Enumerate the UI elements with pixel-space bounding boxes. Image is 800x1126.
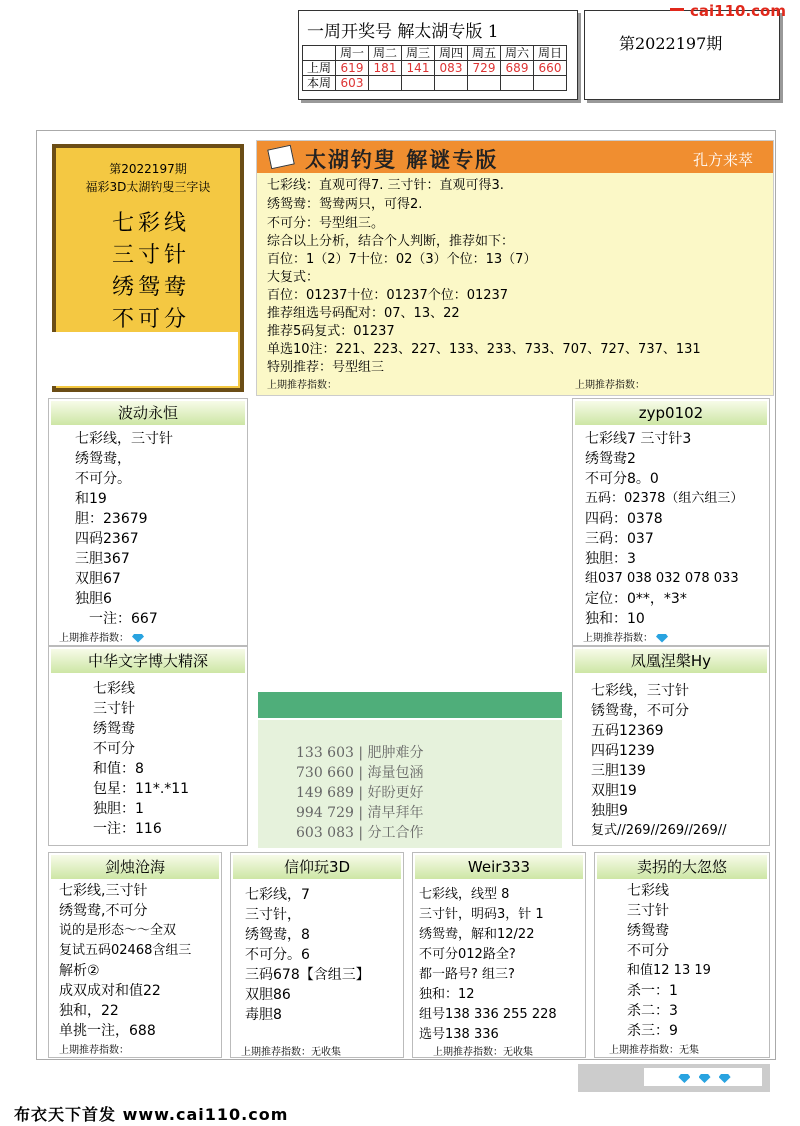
panel-line: 独和，22 <box>59 1003 119 1019</box>
panel-line: 四码：0378 <box>585 511 663 527</box>
day-header: 周一 <box>336 46 369 61</box>
panel-line: 独和：10 <box>585 611 645 627</box>
panel-maiguai <box>594 852 770 1058</box>
draw-number: 689 <box>501 61 534 76</box>
taihu-line: 百位：01237十位：01237个位：01237 <box>267 288 509 303</box>
taihu-line: 不可分：号型组三。 <box>267 216 385 231</box>
day-header: 周五 <box>468 46 501 61</box>
taihu-index-left: 上期推荐指数： <box>267 380 337 391</box>
panel-line: 杀一：1 <box>627 983 678 999</box>
draw-number <box>501 76 534 91</box>
panel-line: 五码：02378（组六组三） <box>585 491 744 506</box>
panel-title: 中华文字博大精深 <box>51 649 245 673</box>
day-header: 周六 <box>501 46 534 61</box>
rating-box <box>644 1068 762 1086</box>
panel-title: zyp0102 <box>575 401 767 425</box>
draw-number: 083 <box>435 61 468 76</box>
panel-line: 双胆67 <box>75 571 121 587</box>
panel-bodong <box>48 398 248 646</box>
panel-line: 四码2367 <box>75 531 139 547</box>
panel-line: 复试五码02468含组三 <box>59 943 192 958</box>
taihu-line: 推荐组选号码配对：07、13、22 <box>267 306 460 321</box>
panel-line: 成双成对和值22 <box>59 983 161 999</box>
panel-line: 定位：0**，*3* <box>585 591 687 607</box>
taihu-line: 特别推荐：号型组三 <box>267 360 385 375</box>
footer-text: 布衣天下首发 www.cai110.com <box>14 1105 289 1124</box>
row-label: 本周 <box>303 76 336 91</box>
riddle-row: 133 603 | 肥肿难分 <box>296 745 424 761</box>
panel-title: 卖拐的大忽悠 <box>597 855 767 879</box>
riddle-row: 730 660 | 海量包涵 <box>296 765 424 781</box>
gold-subtitle: 福彩3D太湖钓叟三字诀 <box>85 180 211 194</box>
panel-line: 三胆367 <box>75 551 130 567</box>
draw-number: 141 <box>402 61 435 76</box>
panel-line: 三寸针， <box>245 907 301 923</box>
day-header: 周日 <box>534 46 567 61</box>
panel-line: 和值：8 <box>93 761 144 777</box>
panel-index: 上期推荐指数： <box>59 629 144 644</box>
draw-number: 660 <box>534 61 567 76</box>
riddle-row: 603 083 | 分工合作 <box>296 825 424 841</box>
panel-weir <box>412 852 586 1058</box>
panel-line: 独和：12 <box>419 987 475 1002</box>
gold-issue: 第2022197期 <box>109 162 187 176</box>
panel-line: 都一路号? 组三? <box>419 967 515 982</box>
panel-line: 七彩线 <box>93 681 135 697</box>
panel-line: 三码：037 <box>585 531 654 547</box>
taihu-line: 单选10注：221、223、227、133、233、733、707、727、737、131 <box>267 342 701 357</box>
panel-line: 七彩线7 三寸针3 <box>585 431 692 447</box>
panel-line: 解析② <box>59 963 100 979</box>
panel-zyp <box>572 398 770 646</box>
taihu-index-right: 上期推荐指数： <box>575 380 645 391</box>
day-header: 周二 <box>369 46 402 61</box>
taihu-line: 绣鸳鸯：鸳鸯两只，可得2. <box>267 197 423 212</box>
panel-line: 七彩线，线型 8 <box>419 887 510 902</box>
center-riddle-box <box>258 720 562 848</box>
panel-line: 组037 038 032 078 033 <box>585 571 739 586</box>
panel-line: 说的是形态～～全双 <box>59 923 177 938</box>
center-green-bar <box>258 692 562 718</box>
panel-line: 五码12369 <box>591 723 664 739</box>
panel-line: 组号138 336 255 228 <box>419 1007 557 1022</box>
panel-line: 杀三：9 <box>627 1023 678 1039</box>
panel-line: 不可分 <box>93 741 135 757</box>
panel-zhonghua <box>48 646 248 846</box>
panel-line: 不可分。 <box>75 471 131 487</box>
panel-title: 波动永恒 <box>51 401 245 425</box>
row-label: 上周 <box>303 61 336 76</box>
panel-line: 三胆139 <box>591 763 646 779</box>
panel-title: 剑烛沧海 <box>51 855 219 879</box>
gold-line: 绣鸳鸯 <box>112 275 191 300</box>
diamond-icon <box>678 1074 690 1083</box>
panel-line: 绣鸳鸯，8 <box>245 927 310 943</box>
document-icon <box>267 145 295 170</box>
panel-line: 双胆86 <box>245 987 291 1003</box>
panel-line: 不可分 <box>627 943 669 959</box>
taihu-source: 孔方来萃 <box>692 151 753 169</box>
panel-line: 包星：11*.*11 <box>93 781 190 797</box>
taihu-line: 百位：1（2）7十位：02（3）个位：13（7） <box>267 252 537 267</box>
panel-line: 一注：116 <box>93 821 162 837</box>
taihu-line: 推荐5码复式：01237 <box>267 324 395 339</box>
panel-index: 上期推荐指数：无收集 <box>241 1047 341 1058</box>
diamond-icon <box>699 1074 711 1083</box>
day-header: 周三 <box>402 46 435 61</box>
riddle-row: 149 689 | 好盼更好 <box>296 785 424 801</box>
diamond-icon <box>656 634 668 643</box>
panel-title: 信仰玩3D <box>233 855 401 879</box>
panel-line: 绣鸳鸯， <box>75 451 131 467</box>
panel-fenghuang <box>572 646 770 846</box>
draw-number: 619 <box>336 61 369 76</box>
panel-line: 七彩线，7 <box>245 887 310 903</box>
panel-line: 锈鸳鸯，不可分 <box>591 703 689 719</box>
logo-mark-icon <box>670 8 684 11</box>
taihu-title-bar <box>257 141 773 173</box>
panel-line: 杀二：3 <box>627 1003 678 1019</box>
panel-line: 绣鸳鸯2 <box>585 451 636 467</box>
panel-line: 不可分8。0 <box>585 471 659 487</box>
panel-line: 绣鸳鸯 <box>93 721 135 737</box>
panel-line: 独胆：3 <box>585 551 636 567</box>
panel-title: 凤凰涅槃Hy <box>575 649 767 673</box>
draw-number: 603 <box>336 76 369 91</box>
panel-index: 上期推荐指数： <box>59 1045 129 1056</box>
draw-number: 729 <box>468 61 501 76</box>
panel-line: 绣鸳鸯，解和12/22 <box>419 927 535 942</box>
draw-number: 181 <box>369 61 402 76</box>
taihu-line: 七彩线：直观可得7. 三寸针：直观可得3. <box>267 178 504 193</box>
panel-index: 上期推荐指数： <box>583 629 668 644</box>
panel-xinyang <box>230 852 404 1058</box>
draw-number <box>402 76 435 91</box>
panel-line: 三寸针 <box>93 701 135 717</box>
panel-index: 上期推荐指数：无集 <box>609 1045 699 1056</box>
riddle-row: 994 729 | 清早拜年 <box>296 805 424 821</box>
draw-number <box>534 76 567 91</box>
panel-line: 绣鸳鸯,不可分 <box>59 903 148 919</box>
panel-line: 单挑一注，688 <box>59 1023 156 1039</box>
draw-number <box>435 76 468 91</box>
panel-line: 不可分。6 <box>245 947 310 963</box>
panel-line: 胆：23679 <box>75 511 148 527</box>
gold-line: 三寸针 <box>112 243 191 268</box>
panel-line: 毒胆8 <box>245 1007 282 1023</box>
weekly-table <box>302 45 567 91</box>
panel-line: 三寸针，明码3，针 1 <box>419 907 544 922</box>
panel-line: 四码1239 <box>591 743 655 759</box>
panel-line: 和值12 13 19 <box>627 963 711 978</box>
panel-index: 上期推荐指数：无收集 <box>433 1047 533 1058</box>
weekly-title: 一周开奖号 解太湖专版 1 <box>307 22 499 42</box>
taihu-line: 综合以上分析，结合个人判断，推荐如下： <box>267 234 515 249</box>
site-logo[interactable]: cai110.com <box>690 2 786 20</box>
panel-line: 不可分012路全? <box>419 947 516 962</box>
panel-line: 三寸针 <box>627 903 669 919</box>
draw-number <box>369 76 402 91</box>
gold-line: 不可分 <box>112 307 191 332</box>
panel-line: 一注：667 <box>89 611 158 627</box>
diamond-icon <box>719 1074 731 1083</box>
issue-box <box>584 10 780 100</box>
panel-title: Weir333 <box>415 855 583 879</box>
panel-line: 七彩线，三寸针 <box>591 683 689 699</box>
panel-line: 三码678【含组三】 <box>245 967 370 983</box>
diamond-icon <box>132 634 144 643</box>
taihu-panel <box>256 140 774 396</box>
panel-line: 七彩线 <box>627 883 669 899</box>
panel-line: 绣鸳鸯 <box>627 923 669 939</box>
panel-jianzhu <box>48 852 222 1058</box>
weekly-draw-box <box>298 10 578 100</box>
taihu-title: 太湖钓叟 解谜专版 <box>305 147 499 172</box>
gold-line: 七彩线 <box>112 211 191 236</box>
day-header: 周四 <box>435 46 468 61</box>
panel-line: 和19 <box>75 491 107 507</box>
taihu-line: 大复式： <box>267 270 320 285</box>
issue-number: 第2022197期 <box>619 34 723 53</box>
panel-line: 双胆19 <box>591 783 637 799</box>
panel-line: 七彩线，三寸针 <box>75 431 173 447</box>
panel-line: 复式//269//269//269// <box>591 823 727 838</box>
panel-line: 独胆6 <box>75 591 112 607</box>
draw-number <box>468 76 501 91</box>
footer-rating-bar <box>578 1064 770 1092</box>
gold-blank <box>52 332 238 386</box>
panel-line: 选号138 336 <box>419 1027 499 1042</box>
panel-line: 独胆：1 <box>93 801 144 817</box>
panel-line: 独胆9 <box>591 803 628 819</box>
panel-line: 七彩线,三寸针 <box>59 883 148 899</box>
